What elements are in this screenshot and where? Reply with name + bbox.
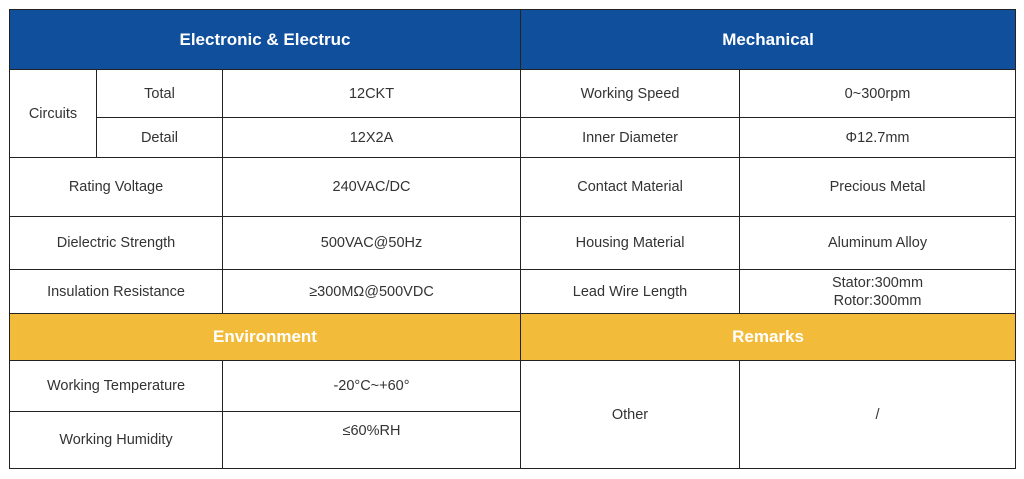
working-speed-value: 0~300rpm xyxy=(740,70,1016,118)
working-humidity-label: Working Humidity xyxy=(10,412,223,469)
table-row xyxy=(10,70,1016,118)
table-row xyxy=(10,118,1016,158)
inner-diameter-label: Inner Diameter xyxy=(521,118,740,158)
dielectric-strength-label: Dielectric Strength xyxy=(10,217,223,270)
detail-value: 12X2A xyxy=(223,118,521,158)
lead-wire-length-value xyxy=(740,270,1016,314)
total-label: Total xyxy=(97,70,223,118)
rating-voltage-label: Rating Voltage xyxy=(10,158,223,217)
contact-material-label: Contact Material xyxy=(521,158,740,217)
working-speed-label: Working Speed xyxy=(521,70,740,118)
circuits-label: Circuits xyxy=(10,70,97,158)
mechanical-header: Mechanical xyxy=(521,10,1016,70)
lead-wire-rotor: Rotor:300mm xyxy=(833,292,922,309)
spec-table xyxy=(9,9,1016,469)
working-temperature-label: Working Temperature xyxy=(10,361,223,412)
lead-wire-length-label: Lead Wire Length xyxy=(521,270,740,314)
detail-label: Detail xyxy=(97,118,223,158)
section-header-row xyxy=(10,10,1016,70)
insulation-resistance-value: ≥300MΩ@500VDC xyxy=(223,270,521,314)
working-temperature-value: -20°C~+60° xyxy=(223,361,521,412)
environment-header: Environment xyxy=(10,314,521,361)
other-label: Other xyxy=(521,361,740,469)
insulation-resistance-label: Insulation Resistance xyxy=(10,270,223,314)
section-header-row xyxy=(10,314,1016,361)
dielectric-strength-value: 500VAC@50Hz xyxy=(223,217,521,270)
table-row xyxy=(10,270,1016,314)
total-value: 12CKT xyxy=(223,70,521,118)
working-humidity-value: ≤60%RH xyxy=(223,412,521,469)
lead-wire-stator: Stator:300mm xyxy=(831,274,924,291)
contact-material-value: Precious Metal xyxy=(740,158,1016,217)
electronic-header: Electronic & Electruc xyxy=(10,10,521,70)
housing-material-value: Aluminum Alloy xyxy=(740,217,1016,270)
table-row xyxy=(10,217,1016,270)
housing-material-label: Housing Material xyxy=(521,217,740,270)
table-row xyxy=(10,158,1016,217)
table-row xyxy=(10,361,1016,412)
rating-voltage-value: 240VAC/DC xyxy=(223,158,521,217)
other-value: / xyxy=(740,361,1016,469)
inner-diameter-value: Φ12.7mm xyxy=(740,118,1016,158)
remarks-header: Remarks xyxy=(521,314,1016,361)
